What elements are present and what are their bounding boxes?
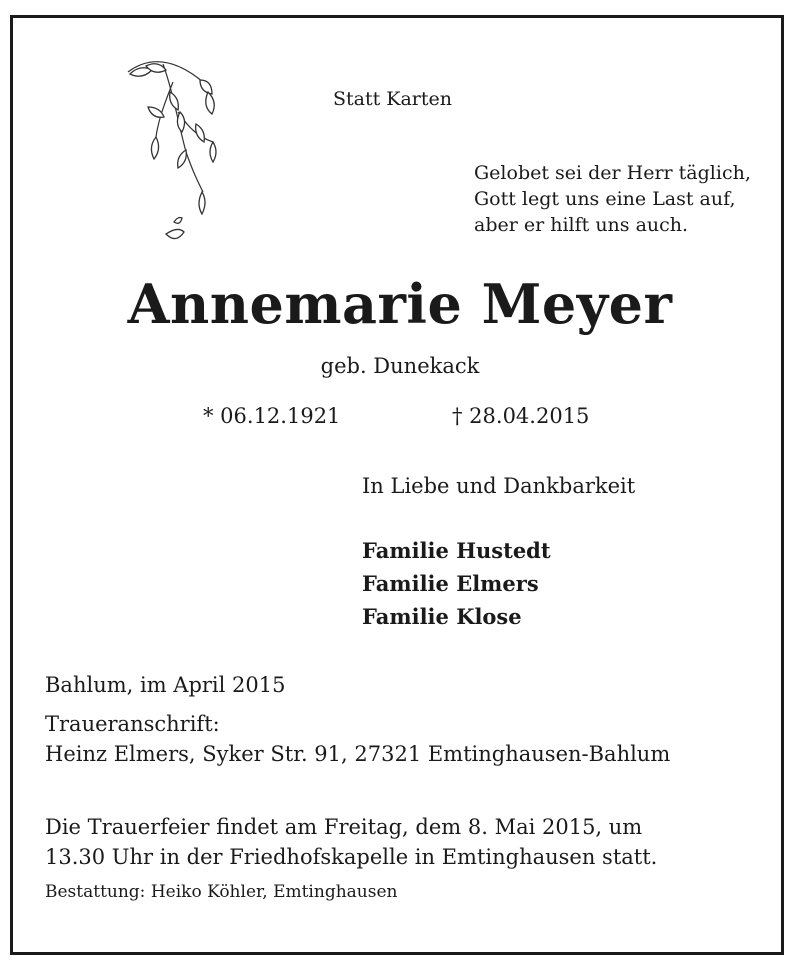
mourning-address: Heinz Elmers, Syker Str. 91, 27321 Emtinghausen-Bahlum xyxy=(45,742,671,766)
bible-verse xyxy=(474,160,751,238)
family-elmers: Familie Elmers xyxy=(362,571,539,596)
ceremony-line-2: 13.30 Uhr in der Friedhofskapelle in Emtinghausen statt. xyxy=(45,845,658,869)
verse-line: Gelobet sei der Herr täglich, xyxy=(474,162,751,184)
ceremony-line-1: Die Trauerfeier findet am Freitag, dem 8. Mai 2015, um xyxy=(45,815,643,839)
statt-karten-label: Statt Karten xyxy=(333,88,453,110)
birch-branch-icon xyxy=(118,52,228,257)
death-date: † 28.04.2015 xyxy=(452,404,590,428)
deceased-name: Annemarie Meyer xyxy=(127,272,673,336)
birth-name: geb. Dunekack xyxy=(320,354,480,378)
birth-date: * 06.12.1921 xyxy=(203,404,341,428)
address-label: Traueranschrift: xyxy=(45,712,220,736)
verse-line: aber er hilft uns auch. xyxy=(474,214,689,236)
family-hustedt: Familie Hustedt xyxy=(362,538,551,563)
family-klose: Familie Klose xyxy=(362,604,522,629)
mourners-intro: In Liebe und Dankbarkeit xyxy=(362,474,636,498)
place-date: Bahlum, im April 2015 xyxy=(45,673,286,697)
verse-line: Gott legt uns eine Last auf, xyxy=(474,188,736,210)
funeral-home: Bestattung: Heiko Köhler, Emtinghausen xyxy=(45,882,398,902)
